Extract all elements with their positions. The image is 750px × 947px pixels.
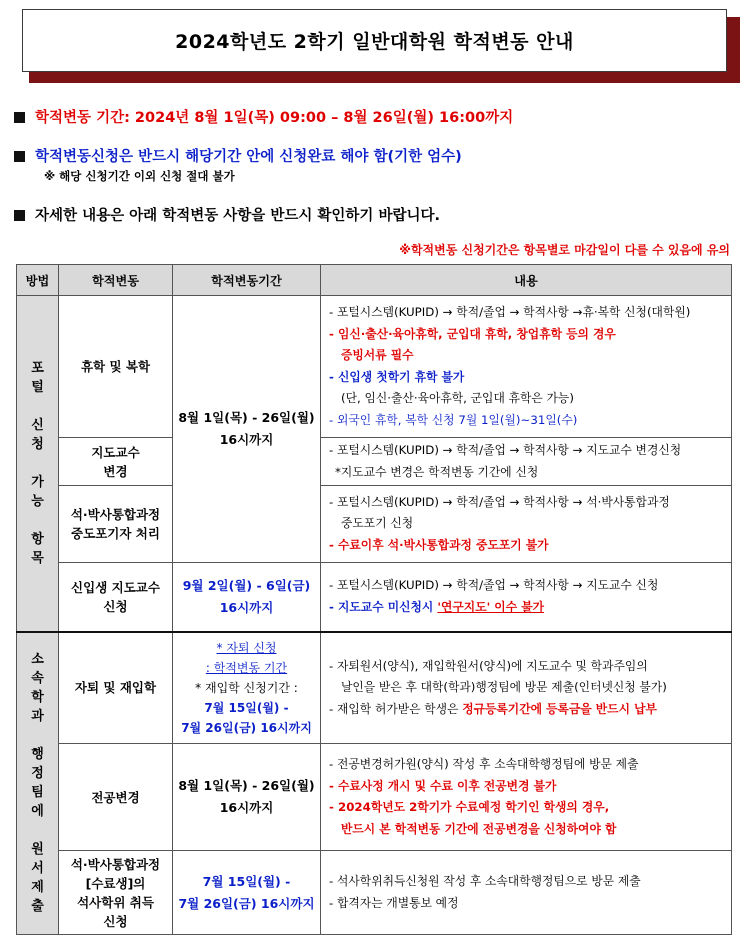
period-withdraw [173, 632, 321, 744]
table-row-advisor [17, 438, 732, 486]
list-item: - 자퇴원서(양식), 재입학원서(양식)에 지도교수 및 학과주임의 [329, 658, 648, 673]
list-item: - 포털시스템(KUPID) → 학적/졸업 → 학적사항 → 지도교수 신청 [329, 578, 659, 593]
period-new-advisor: 9월 2일(월) - 6일(금) 16시까지 [173, 563, 321, 632]
list-item: - 임신·출산·육아휴학, 군입대 휴학, 창업휴학 등의 경우 [329, 326, 616, 341]
list-item: - 포털시스템(KUPID) → 학적/졸업 → 학적사항 →휴·복학 신청(대학원) [329, 305, 691, 319]
square-bullet-icon [14, 151, 25, 162]
table-row-masters [17, 851, 732, 935]
period-line: * 재입학 신청기간 : [195, 680, 298, 695]
period-line: * 자퇴 신청 [216, 640, 277, 655]
header-change: 학적변동 [59, 265, 173, 296]
list-item: - 포털시스템(KUPID) → 학적/졸업 → 학적사항 → 지도교수 변경신청 [329, 443, 682, 457]
bullet-period [14, 106, 513, 127]
content-major [321, 744, 732, 851]
content-withdraw [321, 632, 732, 744]
category-advisor: 지도교수 변경 [59, 438, 173, 486]
category-major: 전공변경 [59, 744, 173, 851]
period-line: 7월 15일(월) - [204, 700, 289, 715]
period-major: 8월 1일(목) - 26일(월) 16시까지 [173, 744, 321, 851]
content-leave [321, 296, 732, 438]
list-item: - 수료사정 개시 및 수료 이후 전공변경 불가 [329, 778, 557, 793]
table-row-new-advisor [17, 563, 732, 632]
category-masters: 석·박사통합과정 [수료생]의 석사학위 취득 신청 [59, 851, 173, 935]
list-item: - 포털시스템(KUPID) → 학적/졸업 → 학적사항 → 석·박사통합과정 [329, 494, 670, 509]
table-row-leave [17, 296, 732, 438]
header-period: 학적변동기간 [173, 265, 321, 296]
bullet-period-text: 학적변동 기간: 2024년 8월 1일(목) 09:00 – 8월 26일(월) 16:00까지 [35, 110, 514, 126]
content-new-advisor [321, 563, 732, 632]
category-withdraw: 자퇴 및 재입학 [59, 632, 173, 744]
bullet-deadline-sub: ※ 해당 신청기간 이외 신청 절대 불가 [44, 169, 235, 183]
list-item: - 전공변경허가원(양식) 작성 후 소속대학행정팀에 방문 제출 [329, 757, 639, 771]
list-item: - 신입생 첫학기 휴학 불가 [329, 369, 465, 384]
list-item: - 2024학년도 2학기가 수료예정 학기인 학생의 경우, [329, 800, 610, 814]
bullet-deadline [14, 145, 462, 166]
academic-change-table [16, 264, 732, 935]
list-item: - 석사학위취득신청원 작성 후 소속대학행정팀으로 방문 제출 [329, 874, 641, 888]
bullet-check [14, 204, 440, 225]
bullet-deadline-text: 학적변동신청은 반드시 해당기간 안에 신청완료 해야 함(기한 엄수) [35, 149, 462, 165]
header-content: 내용 [321, 265, 732, 296]
category-new-advisor: 신입생 지도교수 신청 [59, 563, 173, 632]
method-office: 소 속 학 과 행 정 팀 에 원 서 제 출 [17, 632, 59, 935]
period-line: : 학적변동 기간 [205, 660, 288, 675]
page-title: 2024학년도 2학기 일반대학원 학적변동 안내 [22, 9, 727, 72]
square-bullet-icon [14, 210, 25, 221]
table-row-integrated [17, 486, 732, 563]
list-item: - 수료이후 석·박사통합과정 중도포기 불가 [329, 537, 549, 552]
list-item: (단, 임신·출산·육아휴학, 군입대 휴학은 가능) [341, 391, 574, 405]
category-leave: 휴학 및 복학 [59, 296, 173, 438]
list-item: 중도포기 신청 [341, 516, 414, 531]
list-item-text: - 지도교수 미신청시 [329, 599, 438, 614]
title-banner [22, 9, 727, 72]
period-masters: 7월 15일(월) - 7월 26일(금) 16시까지 [173, 851, 321, 935]
list-item-text: - 재입학 허가받은 학생은 [329, 701, 463, 716]
list-item: *지도교수 변경은 학적변동 기간에 신청 [335, 464, 539, 479]
list-item: - 외국인 휴학, 복학 신청 7월 1일(월)~31일(수) [329, 412, 578, 427]
list-item: 반드시 본 학적변동 기간에 전공변경을 신청하여야 함 [341, 821, 617, 836]
list-item-emphasis: '연구지도' 이수 불가 [437, 599, 544, 614]
category-integrated: 석·박사통합과정 중도포기자 처리 [59, 486, 173, 563]
content-masters [321, 851, 732, 935]
list-item [329, 699, 725, 721]
list-item-emphasis: 정규등록기간에 등록금을 반드시 납부 [462, 701, 657, 716]
period-shared: 8월 1일(목) - 26일(월) 16시까지 [173, 296, 321, 563]
header-method: 방법 [17, 265, 59, 296]
square-bullet-icon [14, 112, 25, 123]
table-row-withdraw [17, 632, 732, 744]
content-advisor [321, 438, 732, 486]
bullet-check-text: 자세한 내용은 아래 학적변동 사항을 반드시 확인하기 바랍니다. [35, 208, 441, 224]
list-item [329, 597, 725, 619]
method-portal: 포 털 신 청 가 능 항 목 [17, 296, 59, 632]
list-item: 증빙서류 필수 [341, 348, 414, 362]
table-header-row [17, 265, 732, 296]
deadline-note: ※학적변동 신청기간은 항목별로 마감일이 다를 수 있음에 유의 [399, 243, 730, 257]
period-line: 7월 26일(금) 16시까지 [181, 720, 312, 735]
list-item: - 합격자는 개별통보 예정 [329, 895, 459, 910]
table-row-major [17, 744, 732, 851]
list-item: 날인을 받은 후 대학(학과)행정팀에 방문 제출(인터넷신청 불가) [341, 680, 667, 694]
content-integrated [321, 486, 732, 563]
